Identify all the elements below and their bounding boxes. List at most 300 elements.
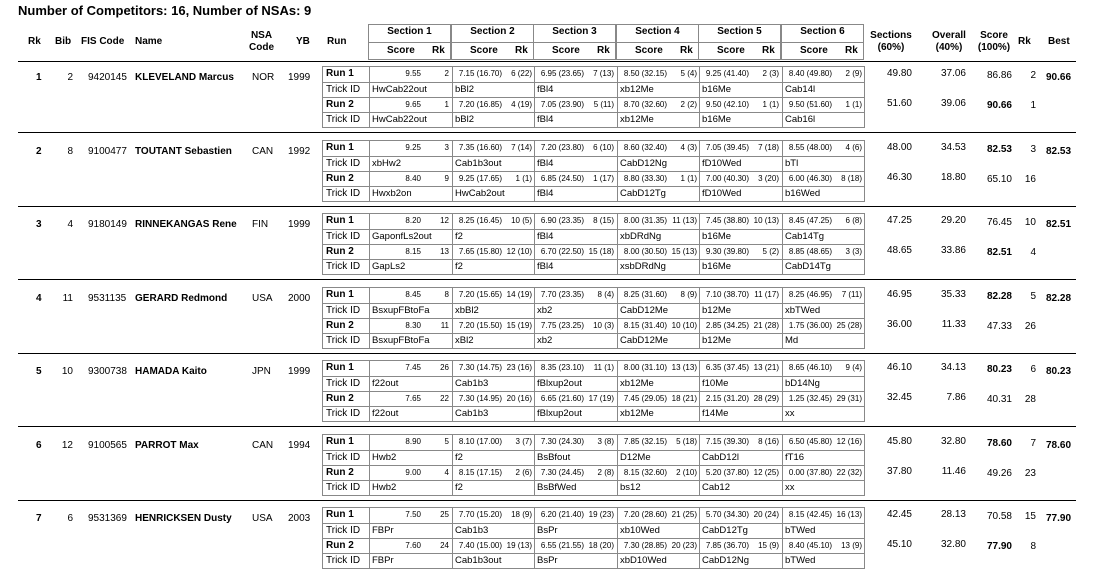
row-divider: [18, 279, 1076, 280]
section-divider: [369, 42, 450, 43]
section-rank: 26: [440, 363, 449, 372]
page-title: Number of Competitors: 16, Number of NSAs: 9: [18, 3, 312, 18]
section-score: 7.30 (24.45): [540, 468, 584, 477]
section-rank: 3 (3): [845, 247, 862, 256]
section-rank: 3 (7): [515, 437, 532, 446]
grid-divider: [699, 361, 700, 421]
section-score: 7.45 (38.80): [705, 216, 749, 225]
section-rank-label: Rk: [680, 45, 693, 56]
trick-id: CabD14Tg: [785, 261, 831, 272]
sections-score: 37.80: [886, 466, 912, 477]
overall-score: 32.80: [940, 539, 966, 550]
section-score: 1.75 (36.00): [788, 321, 832, 330]
trick-id: xb10Wed: [620, 525, 660, 536]
section-score: 9.00: [405, 468, 421, 477]
section-score: 8.50 (32.15): [623, 69, 667, 78]
trick-id: CabD12Me: [620, 335, 669, 346]
section-rank: 10 (5): [511, 216, 532, 225]
total-score: 78.60: [986, 438, 1012, 449]
athlete-row: [0, 358, 1093, 424]
section-score: 6.35 (37.45): [705, 363, 749, 372]
run-label: Run 1: [326, 215, 354, 226]
section-divider: [782, 42, 863, 43]
section-rank: 11 (17): [754, 290, 779, 299]
run-grid: [322, 213, 865, 275]
athlete-rank: 1: [36, 72, 42, 83]
section-rank-label: Rk: [845, 45, 858, 56]
section-rank-label: Rk: [432, 45, 445, 56]
run-rank: 26: [1024, 321, 1036, 332]
trick-id: b16Me: [702, 84, 732, 95]
total-score: 82.51: [986, 247, 1012, 258]
grid-divider: [369, 67, 370, 127]
total-score: 90.66: [986, 100, 1012, 111]
section-score: 8.15 (31.40): [623, 321, 667, 330]
trick-id: fBlxup2out: [537, 378, 582, 389]
section-name: Section 6: [800, 26, 845, 37]
overall-score: 28.13: [940, 509, 966, 520]
section-rank-label: Rk: [762, 45, 775, 56]
trick-id: xb12Me: [620, 408, 654, 419]
section-score: 7.85 (32.15): [623, 437, 667, 446]
section-score: 6.55 (21.55): [540, 541, 584, 550]
run-grid: [322, 287, 865, 349]
section-rank: 1: [444, 100, 449, 109]
total-score: 77.90: [986, 541, 1012, 552]
section-rank: 5 (18): [676, 437, 697, 446]
trick-id: b12Me: [702, 305, 732, 316]
overall-score: 34.53: [940, 142, 966, 153]
section-rank: 18 (9): [511, 510, 532, 519]
section-score-label: Score: [635, 45, 663, 56]
section-score: 7.15 (16.70): [458, 69, 502, 78]
section-score: 7.30 (14.75): [458, 363, 502, 372]
grid-divider: [452, 141, 453, 201]
athlete-yb: 1992: [288, 146, 311, 157]
total-score: 82.28: [986, 291, 1012, 302]
section-rank: 8 (15): [593, 216, 614, 225]
grid-divider: [452, 214, 453, 274]
run-label: Run 1: [326, 436, 354, 447]
trick-id: BsPr: [537, 555, 558, 566]
section-rank: 16 (13): [836, 510, 862, 519]
section-rank: 10 (13): [753, 216, 779, 225]
section-score-label: Score: [800, 45, 828, 56]
trick-id: fBl4: [537, 261, 554, 272]
overall-score: 32.80: [940, 436, 966, 447]
athlete-yb: 1999: [288, 219, 311, 230]
trick-id: xb2: [537, 335, 553, 346]
section-score: 7.40 (15.00): [458, 541, 502, 550]
run-label: Run 1: [326, 362, 354, 373]
trick-id: b16Me: [702, 261, 732, 272]
section-score: 8.00 (31.35): [623, 216, 667, 225]
trick-id: xb12Me: [620, 84, 654, 95]
section-score: 8.15 (17.15): [458, 468, 502, 477]
section-score: 7.05 (39.45): [705, 143, 749, 152]
trick-id-label: Trick ID: [326, 261, 361, 272]
overall-score: 18.80: [940, 172, 966, 183]
grid-divider: [534, 214, 535, 274]
section-header: [781, 24, 864, 60]
row-divider: [18, 426, 1076, 427]
athlete-yb: 1999: [288, 366, 311, 377]
trick-id: Cab14l: [785, 84, 816, 95]
section-score: 6.90 (23.35): [540, 216, 584, 225]
overall-score: 39.06: [940, 98, 966, 109]
grid-divider: [369, 435, 370, 495]
grid-divider: [369, 141, 370, 201]
athlete-rank: 4: [36, 293, 42, 304]
section-divider: [699, 42, 780, 43]
trick-id: f2: [455, 231, 463, 242]
section-rank: 9 (4): [845, 363, 862, 372]
run-label: Run 1: [326, 142, 354, 153]
section-score: 9.25 (17.65): [458, 174, 502, 183]
section-rank: 2 (6): [515, 468, 532, 477]
section-header: [368, 24, 451, 60]
section-score: 7.45 (29.05): [623, 394, 667, 403]
trick-id: f22out: [372, 408, 399, 419]
trick-id: xbHw2: [372, 158, 402, 169]
section-score: 8.85 (48.65): [788, 247, 832, 256]
section-rank: 6 (10): [593, 143, 614, 152]
section-score: 5.70 (34.30): [705, 510, 749, 519]
header-run: Run: [327, 36, 347, 47]
section-score: 8.45: [405, 290, 421, 299]
section-score: 8.00 (31.10): [623, 363, 667, 372]
athlete-yb: 2003: [288, 513, 311, 524]
trick-id: xb2: [537, 305, 553, 316]
run-rank: 28: [1024, 394, 1036, 405]
section-rank: 13: [440, 247, 449, 256]
section-rank: 4: [444, 468, 449, 477]
section-score: 6.20 (21.40): [540, 510, 584, 519]
athlete-name: GERARD Redmond: [135, 293, 228, 304]
grid-divider: [782, 361, 783, 421]
athlete-row: [0, 505, 1093, 571]
grid-divider: [617, 288, 618, 348]
total-score: 65.10: [986, 174, 1012, 185]
run-label: Run 1: [326, 509, 354, 520]
athlete-yb: 2000: [288, 293, 311, 304]
grid-divider: [699, 67, 700, 127]
section-rank: 6 (8): [845, 216, 862, 225]
athlete-fis-code: 9531135: [88, 293, 127, 304]
run-label: Run 2: [326, 173, 354, 184]
athlete-bib: 11: [62, 293, 73, 304]
run-rank: 15: [1024, 511, 1036, 522]
trick-id: CabD12Tg: [620, 188, 666, 199]
section-divider: [452, 42, 533, 43]
header-yb: YB: [296, 36, 310, 47]
section-rank: 8 (18): [841, 174, 862, 183]
trick-id: HwCab22out: [372, 84, 427, 95]
header-sections-60: Sections (60%): [870, 30, 912, 53]
athlete-nsa: NOR: [252, 72, 275, 83]
trick-id: f2: [455, 261, 463, 272]
athlete-row: [0, 64, 1093, 130]
trick-id: fBl4: [537, 158, 554, 169]
section-score: 7.20 (15.65): [458, 290, 502, 299]
trick-id: Cab1b3: [455, 408, 489, 419]
athlete-nsa: FIN: [252, 219, 269, 230]
trick-id: D12Me: [620, 452, 651, 463]
section-rank: 10 (3): [593, 321, 614, 330]
section-rank: 18 (21): [671, 394, 697, 403]
section-score: 6.65 (21.60): [540, 394, 584, 403]
section-rank: 9: [444, 174, 449, 183]
trick-id: Cab14Tg: [785, 231, 825, 242]
trick-id: xbBl2: [455, 305, 479, 316]
trick-id: Cab16l: [785, 114, 816, 125]
section-score: 7.70 (15.20): [458, 510, 502, 519]
run-rank: 16: [1024, 174, 1036, 185]
trick-id: GapLs2: [372, 261, 406, 272]
trick-id-label: Trick ID: [326, 158, 361, 169]
trick-id: xx: [785, 482, 795, 493]
trick-id: fBl4: [537, 231, 554, 242]
section-score: 8.20: [405, 216, 421, 225]
trick-id-label: Trick ID: [326, 482, 361, 493]
section-score: 8.65 (46.10): [788, 363, 832, 372]
section-rank: 23 (16): [506, 363, 532, 372]
section-score: 8.15 (32.60): [623, 468, 667, 477]
section-name: Section 2: [470, 26, 515, 37]
section-score: 8.10 (17.00): [458, 437, 502, 446]
trick-id: fBlxup2out: [537, 408, 582, 419]
section-rank: 22 (32): [836, 468, 862, 477]
row-divider: [18, 206, 1076, 207]
header-divider: [18, 61, 1076, 62]
section-rank-label: Rk: [597, 45, 610, 56]
section-rank: 15 (13): [671, 247, 697, 256]
trick-id: fBl4: [537, 114, 554, 125]
grid-divider: [452, 508, 453, 568]
grid-divider: [534, 67, 535, 127]
trick-id: BsBfout: [537, 452, 571, 463]
trick-id: bTl: [785, 158, 799, 169]
section-score: 9.30 (39.80): [705, 247, 749, 256]
section-rank: 2 (2): [680, 100, 697, 109]
section-score: 8.40 (45.10): [788, 541, 832, 550]
run-label: Run 2: [326, 246, 354, 257]
section-rank: 5 (11): [593, 100, 614, 109]
sections-score: 51.60: [886, 98, 912, 109]
run-label: Run 2: [326, 393, 354, 404]
section-score: 7.45: [405, 363, 421, 372]
trick-id: xb12Me: [620, 378, 654, 389]
section-score: 8.60 (32.40): [623, 143, 667, 152]
run-grid: [322, 140, 865, 202]
athlete-rank: 6: [36, 440, 42, 451]
section-score: 8.25 (46.95): [788, 290, 832, 299]
athlete-row: [0, 432, 1093, 498]
total-score: 40.31: [986, 394, 1012, 405]
athlete-best: 82.28: [1046, 293, 1072, 304]
athlete-name: HENRICKSEN Dusty: [135, 513, 232, 524]
section-score-label: Score: [717, 45, 745, 56]
section-score: 1.25 (32.45): [788, 394, 832, 403]
athlete-yb: 1994: [288, 440, 311, 451]
overall-score: 7.86: [946, 392, 966, 403]
grid-divider: [534, 141, 535, 201]
run-grid: [322, 66, 865, 128]
header-best: Best: [1048, 36, 1070, 47]
grid-divider: [617, 361, 618, 421]
run-rank: 23: [1024, 468, 1036, 479]
sections-score: 32.45: [886, 392, 912, 403]
trick-id-label: Trick ID: [326, 525, 361, 536]
section-rank: 6 (22): [511, 69, 532, 78]
athlete-rank: 5: [36, 366, 42, 377]
trick-id-label: Trick ID: [326, 555, 361, 566]
section-score: 7.85 (36.70): [705, 541, 749, 550]
run-label: Run 1: [326, 68, 354, 79]
trick-id-label: Trick ID: [326, 188, 361, 199]
section-rank: 10 (10): [671, 321, 697, 330]
trick-id: CabD12l: [702, 452, 739, 463]
section-rank: 25 (28): [836, 321, 862, 330]
trick-id: FBPr: [372, 525, 394, 536]
trick-id: f14Me: [702, 408, 729, 419]
section-rank: 5 (4): [680, 69, 697, 78]
section-rank: 18 (20): [588, 541, 614, 550]
row-divider: [18, 500, 1076, 501]
section-score: 9.50 (51.60): [788, 100, 832, 109]
athlete-fis-code: 9531369: [88, 513, 127, 524]
section-score: 9.50 (42.10): [705, 100, 749, 109]
section-score: 8.25 (31.60): [623, 290, 667, 299]
trick-id: Md: [785, 335, 799, 346]
section-rank: 4 (19): [511, 100, 532, 109]
athlete-nsa: CAN: [252, 440, 274, 451]
athlete-fis-code: 9100565: [88, 440, 127, 451]
athlete-bib: 12: [61, 440, 73, 451]
total-score: 70.58: [986, 511, 1012, 522]
run-rank: 8: [1030, 541, 1036, 552]
run-grid: [322, 507, 865, 569]
section-rank: 24: [440, 541, 449, 550]
grid-divider: [782, 508, 783, 568]
athlete-yb: 1999: [288, 72, 311, 83]
section-rank: 2 (3): [762, 69, 779, 78]
trick-id-label: Trick ID: [326, 305, 361, 316]
section-rank: 15 (9): [758, 541, 779, 550]
total-score: 80.23: [986, 364, 1012, 375]
trick-id-label: Trick ID: [326, 231, 361, 242]
run-label: Run 1: [326, 289, 354, 300]
section-rank: 15 (19): [506, 321, 532, 330]
section-score: 8.00 (30.50): [623, 247, 667, 256]
run-label: Run 2: [326, 320, 354, 331]
total-score: 47.33: [986, 321, 1012, 332]
athlete-name: HAMADA Kaito: [135, 366, 207, 377]
athlete-bib: 10: [61, 366, 73, 377]
sections-score: 48.00: [886, 142, 912, 153]
sections-score: 45.10: [886, 539, 912, 550]
athlete-best: 82.51: [1046, 219, 1072, 230]
section-rank: 12 (16): [836, 437, 862, 446]
section-rank: 3: [444, 143, 449, 152]
trick-id: FBPr: [372, 555, 394, 566]
overall-score: 29.20: [940, 215, 966, 226]
trick-id: b16Me: [702, 114, 732, 125]
section-score: 8.40 (49.80): [788, 69, 832, 78]
trick-id: CabD12Ng: [620, 158, 667, 169]
header-score-100: Score (100%): [977, 30, 1011, 53]
total-score: 49.26: [986, 468, 1012, 479]
sections-score: 46.95: [886, 289, 912, 300]
section-rank: 15 (18): [588, 247, 614, 256]
row-divider: [18, 353, 1076, 354]
grid-divider: [617, 141, 618, 201]
section-rank: 12 (25): [753, 468, 779, 477]
section-score: 2.15 (31.20): [705, 394, 749, 403]
run-rank: 5: [1030, 291, 1036, 302]
grid-divider: [617, 67, 618, 127]
section-score: 8.70 (32.60): [623, 100, 667, 109]
section-rank: 13 (21): [753, 363, 779, 372]
athlete-best: 90.66: [1046, 72, 1072, 83]
section-rank: 7 (18): [758, 143, 779, 152]
grid-divider: [452, 435, 453, 495]
athlete-bib: 2: [67, 72, 73, 83]
trick-id: BsxupFBtoFa: [372, 305, 430, 316]
grid-divider: [534, 435, 535, 495]
athlete-bib: 6: [67, 513, 73, 524]
section-rank: 1 (1): [762, 100, 779, 109]
section-score: 7.30 (24.30): [540, 437, 584, 446]
athlete-name: RINNEKANGAS Rene: [135, 219, 237, 230]
trick-id-label: Trick ID: [326, 452, 361, 463]
section-score: 7.05 (23.90): [540, 100, 584, 109]
athlete-bib: 8: [67, 146, 73, 157]
section-score: 8.30: [405, 321, 421, 330]
run-label: Run 2: [326, 467, 354, 478]
trick-id: xx: [785, 408, 795, 419]
grid-divider: [782, 141, 783, 201]
section-score: 9.25: [405, 143, 421, 152]
section-rank: 2 (8): [597, 468, 614, 477]
section-score: 8.15: [405, 247, 421, 256]
section-score: 0.00 (37.80): [788, 468, 832, 477]
section-score: 8.40: [405, 174, 421, 183]
trick-id: Cab1b3out: [455, 555, 502, 566]
overall-score: 11.46: [941, 466, 966, 477]
trick-id: HwCab2out: [455, 188, 505, 199]
run-rank: 3: [1030, 144, 1036, 155]
section-header: [698, 24, 781, 60]
athlete-nsa: JPN: [252, 366, 271, 377]
section-rank: 2 (9): [845, 69, 862, 78]
section-header: [616, 24, 699, 60]
section-rank: 22: [440, 394, 449, 403]
section-rank: 14 (19): [506, 290, 532, 299]
trick-id: CabD12Ng: [702, 555, 749, 566]
section-score: 8.25 (16.45): [458, 216, 502, 225]
section-score: 7.35 (16.60): [458, 143, 502, 152]
header-overall-40: Overall (40%): [932, 30, 966, 53]
athlete-row: [0, 285, 1093, 351]
header-fis-code: FIS Code: [81, 36, 125, 47]
athlete-rank: 2: [36, 146, 42, 157]
trick-id: CabD12Tg: [702, 525, 748, 536]
section-score: 8.45 (47.25): [788, 216, 832, 225]
trick-id: Hwxb2on: [372, 188, 412, 199]
sections-score: 36.00: [886, 319, 912, 330]
section-score: 9.25 (41.40): [705, 69, 749, 78]
